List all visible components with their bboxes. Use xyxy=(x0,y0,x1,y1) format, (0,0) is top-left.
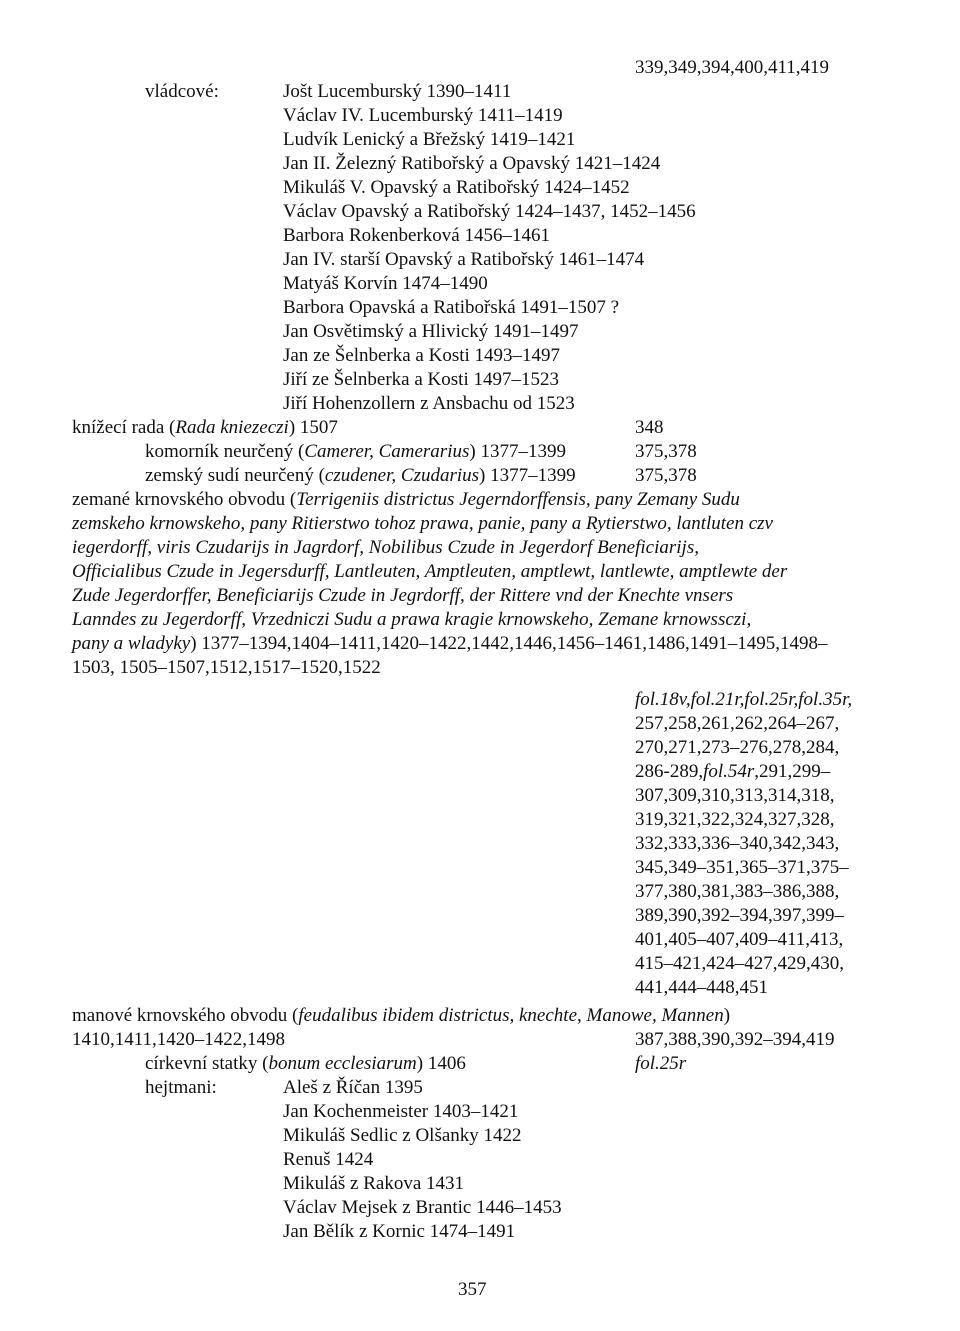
captain-entry: Renuš 1424 xyxy=(283,1149,374,1170)
captain-entry: Mikuláš z Rakova 1431 xyxy=(283,1173,465,1194)
ruler-entry: Mikuláš V. Opavský a Ratibořský 1424–1452 xyxy=(283,177,630,198)
chamberlain-label: komorník neurčený ( xyxy=(145,441,305,462)
vassals-close: ) xyxy=(723,1005,731,1026)
ruler-entry: Jan IV. starší Opavský a Ratibořský 1461–1474 xyxy=(283,249,645,270)
chamberlain-years: ) 1377–1399 xyxy=(469,441,566,462)
reference-line: 270,271,273–276,278,284, xyxy=(635,737,840,758)
judge-entry xyxy=(145,464,576,488)
reference-folio: fol.54r xyxy=(703,761,755,782)
captains-label: hejtmani: xyxy=(145,1077,217,1098)
ruler-entry: Jan ze Šelnberka a Kosti 1493–1497 xyxy=(283,345,561,366)
reference-pages: ,291,299– xyxy=(754,761,831,782)
church-label: církevní statky ( xyxy=(145,1053,269,1074)
reference-line: fol.18v,fol.21r,fol.25r,fol.35r, xyxy=(635,689,853,710)
nobles-latin: Terrigeniis districtus Jegerndorffensis, pany Zemany Sudu xyxy=(296,489,740,510)
chamberlain-refs: 375,378 xyxy=(635,441,697,462)
ruler-entry: Václav Opavský a Ratibořský 1424–1437, 1452–1456 xyxy=(283,201,696,222)
ducal-council-years: ) 1507 xyxy=(288,417,338,438)
reference-line: 401,405–407,409–411,413, xyxy=(635,929,844,950)
vassals-entry xyxy=(72,1004,730,1028)
nobles-years: ) 1377–1394,1404–1411,1420–1422,1442,1446,1456–1461,1486,1491–1495,1498– xyxy=(190,633,828,654)
judge-label: zemský sudí neurčený ( xyxy=(145,465,325,486)
ducal-council-entry xyxy=(72,416,338,440)
church-latin: bonum ecclesiarum xyxy=(268,1053,417,1074)
nobles-latin-line: Zude Jegerdorffer, Beneficiarijs Czude in Jegrdorff, der Rittere vnd der Knechte vnsers xyxy=(72,585,734,606)
chamberlain-latin: Camerer, Camerarius xyxy=(304,441,470,462)
nobles-latin-line: Lanndes zu Jegerdorff, Vrzedniczi Sudu a prawa kragie krnowskeho, Zemane krnowssczi, xyxy=(72,609,752,630)
top-references: 339,349,394,400,411,419 xyxy=(635,57,830,78)
ruler-entry: Jan Osvětimský a Hlivický 1491–1497 xyxy=(283,321,579,342)
ruler-entry: Jiří Hohenzollern z Ansbachu od 1523 xyxy=(283,393,575,414)
reference-line: 332,333,336–340,342,343, xyxy=(635,833,840,854)
nobles-label: zemané krnovského obvodu ( xyxy=(72,489,297,510)
reference-line: 415–421,424–427,429,430, xyxy=(635,953,844,974)
ruler-entry: Jošt Lucemburský 1390–1411 xyxy=(283,81,512,102)
vassals-latin: feudalibus ibidem districtus, knechte, Manowe, Mannen xyxy=(298,1005,724,1026)
church-years: ) 1406 xyxy=(416,1053,466,1074)
ruler-entry: Matyáš Korvín 1474–1490 xyxy=(283,273,488,294)
judge-years: ) 1377–1399 xyxy=(479,465,576,486)
nobles-years-continued: 1503, 1505–1507,1512,1517–1520,1522 xyxy=(72,657,381,678)
ruler-entry: Barbora Rokenberková 1456–1461 xyxy=(283,225,550,246)
captain-entry: Jan Kochenmeister 1403–1421 xyxy=(283,1101,519,1122)
rulers-label: vládcové: xyxy=(145,81,219,102)
ducal-council-label: knížecí rada ( xyxy=(72,417,176,438)
ruler-entry: Jiří ze Šelnberka a Kosti 1497–1523 xyxy=(283,369,559,390)
page-number: 357 xyxy=(458,1279,487,1300)
vassals-refs: 387,388,390,392–394,419 xyxy=(635,1029,835,1050)
reference-line: 441,444–448,451 xyxy=(635,977,768,998)
ducal-council-latin: Rada kniezeczi xyxy=(175,417,289,438)
captain-entry: Mikuláš Sedlic z Olšanky 1422 xyxy=(283,1125,522,1146)
chamberlain-entry xyxy=(145,440,566,464)
judge-refs: 375,378 xyxy=(635,465,697,486)
ruler-entry: Václav IV. Lucemburský 1411–1419 xyxy=(283,105,563,126)
nobles-line xyxy=(72,488,740,512)
vassals-years: 1410,1411,1420–1422,1498 xyxy=(72,1029,286,1050)
ruler-entry: Barbora Opavská a Ratibořská 1491–1507 ? xyxy=(283,297,620,318)
nobles-line xyxy=(72,632,828,656)
vassals-label: manové krnovského obvodu ( xyxy=(72,1005,299,1026)
ducal-council-refs: 348 xyxy=(635,417,664,438)
nobles-latin-line: Officialibus Czude in Jegersdurff, Lantleuten, Amptleuten, amptlewt, lantlewte, amptlewte der xyxy=(72,561,788,582)
ruler-entry: Ludvík Lenický a Břežský 1419–1421 xyxy=(283,129,576,150)
captain-entry: Aleš z Říčan 1395 xyxy=(283,1077,423,1098)
nobles-latin-line: iegerdorff, viris Czudarijs in Jagrdorf, Nobilibus Czude in Jegerdorf Beneficiarijs, xyxy=(72,537,699,558)
reference-pages: 286-289, xyxy=(635,761,704,782)
reference-line: 345,349–351,365–371,375– xyxy=(635,857,849,878)
church-entry xyxy=(145,1052,466,1076)
reference-line: 377,380,381,383–386,388, xyxy=(635,881,840,902)
reference-line: 257,258,261,262,264–267, xyxy=(635,713,840,734)
reference-line: 307,309,310,313,314,318, xyxy=(635,785,835,806)
captain-entry: Jan Bělík z Kornic 1474–1491 xyxy=(283,1221,516,1242)
church-refs: fol.25r xyxy=(635,1053,687,1074)
judge-latin: czudener, Czudarius xyxy=(324,465,480,486)
reference-line: 389,390,392–394,397,399– xyxy=(635,905,844,926)
reference-line: 319,321,322,324,327,328, xyxy=(635,809,835,830)
ruler-entry: Jan II. Železný Ratibořský a Opavský 1421–1424 xyxy=(283,153,661,174)
nobles-latin: pany a wladyky xyxy=(72,633,191,654)
reference-line xyxy=(635,760,830,784)
captain-entry: Václav Mejsek z Brantic 1446–1453 xyxy=(283,1197,562,1218)
nobles-latin-line: zemskeho krnowskeho, pany Ritierstwo tohoz prawa, panie, pany a Rytierstwo, lantluten czv xyxy=(72,513,773,534)
